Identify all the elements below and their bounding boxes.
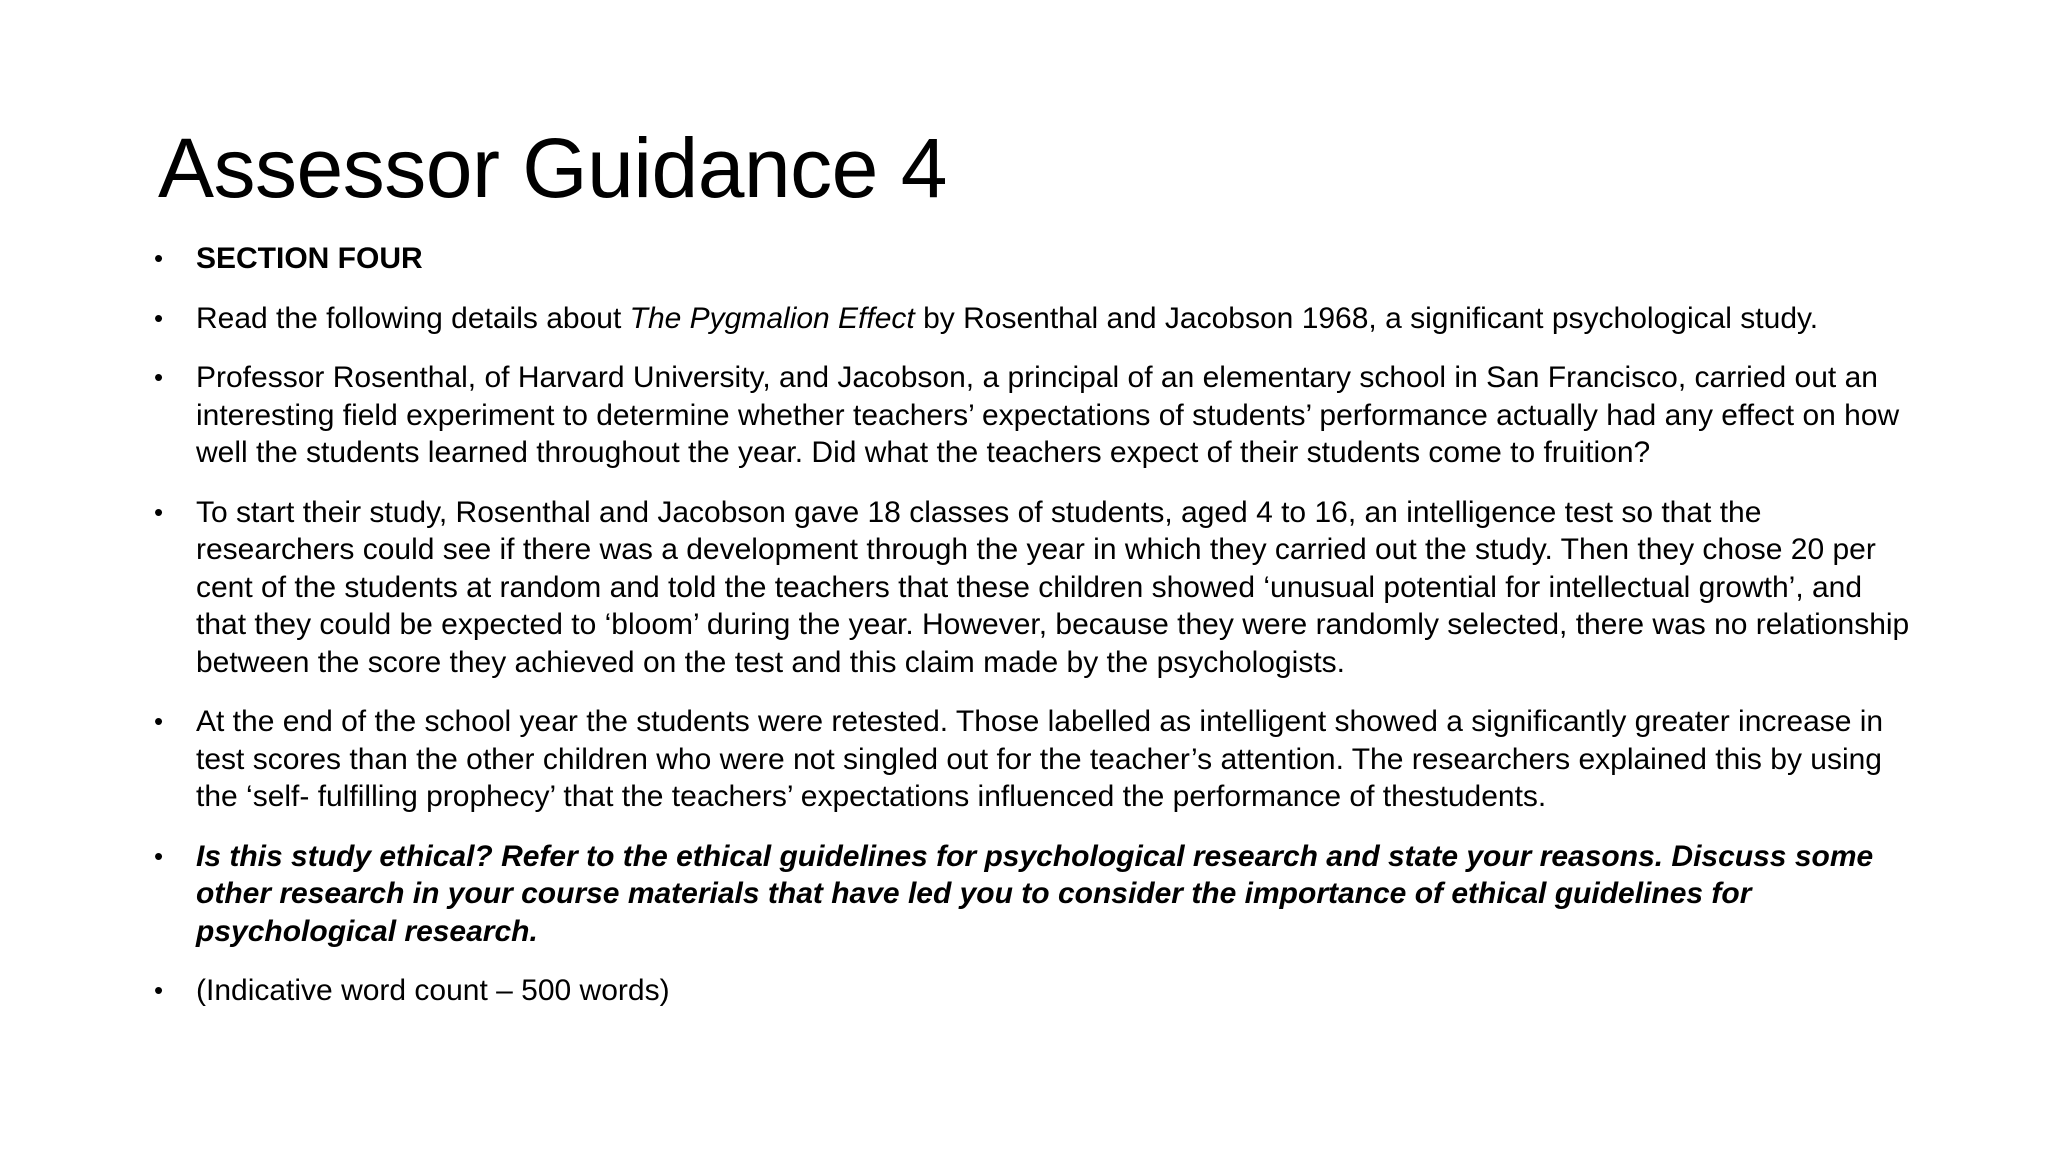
bullet-icon: •	[154, 840, 164, 871]
section-heading-text: SECTION FOUR	[196, 242, 423, 275]
bullet-icon: •	[154, 496, 164, 527]
slide-title: Assessor Guidance 4	[158, 121, 947, 215]
intro-text-before: Read the following details about	[196, 301, 630, 335]
bullet-method	[150, 494, 1910, 682]
results-text: At the end of the school year the students were retested. Those labelled as intelligent showed a significantly greater increase in test scores than the other children who were not singled out for the teacher’s attention. The researchers explained this by using the ‘self- fulfilling prophecy’ that the teachers’ expectations influenced the performance of thestudents.	[196, 705, 1884, 813]
background-text: Professor Rosenthal, of Harvard University, and Jacobson, a principal of an elementary school in San Francisco, carried out an interesting field experiment to determine whether teachers’ expectations of students’ performance actually had any effect on how well the students learned throughout the year. Did what the teachers expect of their students come to fruition?	[196, 361, 1900, 469]
method-text: To start their study, Rosenthal and Jacobson gave 18 classes of students, aged 4 to 16, an intelligence test so that the researchers could see if there was a development through the year in which they carried out the study. Then they chose 20 per cent of the students at random and told the teachers that these children showed ‘unusual potential for intellectual growth’, and that they could be expected to ‘bloom’ during the year. However, because they were randomly selected, there was no relationship between the score they achieved on the test and this claim made by the psychologists.	[196, 495, 1910, 679]
bullet-icon: •	[154, 706, 164, 736]
bullet-icon: •	[154, 975, 164, 1005]
bullet-list	[150, 240, 1910, 1032]
bullet-results	[150, 703, 1910, 816]
intro-text-after: by Rosenthal and Jacobson 1968, a significant psychological study.	[914, 301, 1819, 335]
bullet-background	[150, 359, 1910, 472]
bullet-icon: •	[154, 302, 164, 333]
word-count-text: (Indicative word count – 500 words)	[196, 974, 670, 1007]
bullet-icon: •	[154, 362, 164, 392]
bullet-intro	[150, 300, 1910, 338]
bullet-word-count	[150, 972, 1910, 1010]
question-text: Is this study ethical? Refer to the ethical guidelines for psychological research and state your reasons. Discuss some other research in your course materials that have led you to consider the importance of ethical guidelines for psychological research.	[196, 839, 1874, 948]
bullet-icon: •	[154, 243, 164, 273]
bullet-question	[150, 838, 1910, 951]
bullet-section-heading	[150, 240, 1910, 278]
study-title: The Pygmalion Effect	[629, 301, 915, 335]
